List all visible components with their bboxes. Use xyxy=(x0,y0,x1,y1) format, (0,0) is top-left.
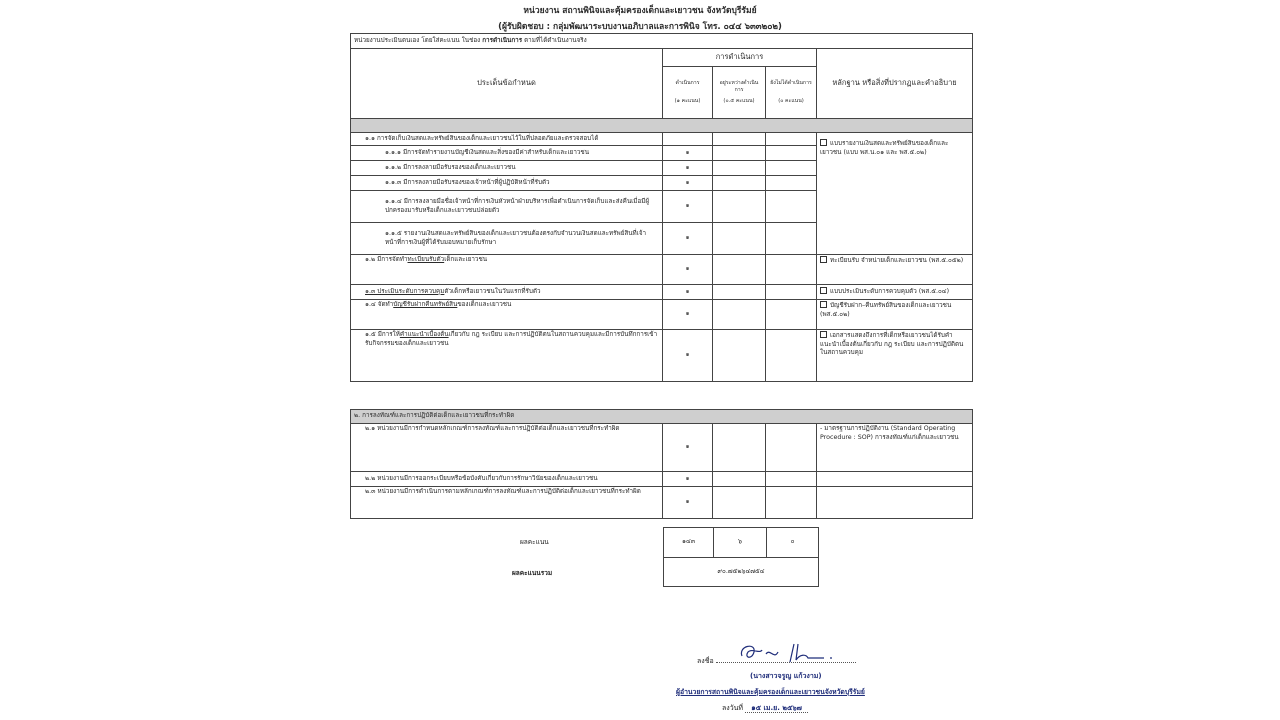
row-2-3: ๒.๓ หน่วยงานมีการดำเนินการตามหลักเกณฑ์การลงทัณฑ์และการปฏิบัติต่อเด็กและเยาวชนที่กระทำผิด xyxy=(351,487,663,519)
checkbox-icon xyxy=(820,301,827,308)
row-1-5: ๑.๕ มีการให้คำแนะนำเบื้องต้นเกี่ยวกับ กฎ ระเบียบ และการปฏิบัติตนในสถานควบคุมและมีการบันทึกการเข้ารับกิจกรรมของเด็กและเยาวชน xyxy=(351,330,663,382)
topic-header: ประเด็นข้อกำหนด xyxy=(351,49,663,119)
score-cell: ๑ xyxy=(663,330,713,382)
checkbox-icon xyxy=(820,139,827,146)
evidence-2-1: - มาตรฐานการปฏิบัติงาน (Standard Operating Procedure : SOP) การลงทัณฑ์แก่เด็กและเยาวชน xyxy=(817,424,973,472)
date-value: ๑๕ เม.ย. ๒๕๖๗ xyxy=(745,704,808,713)
section-2-title: ๒. การลงทัณฑ์และการปฏิบัติต่อเด็กและเยาวชนที่กระทำผิด xyxy=(351,410,973,424)
score-cell: ๑ xyxy=(663,191,713,223)
notdone-total: ๐ xyxy=(767,528,819,558)
checkbox-icon xyxy=(820,331,827,338)
row-1-3: ๑.๓ ประเมินระดับการควบคุมตัวเด็กหรือเยาวชนในวันแรกที่รับตัว xyxy=(351,285,663,300)
progress-total: ๖ xyxy=(714,528,767,558)
sign-line: ลงชื่อ xyxy=(697,656,856,667)
document-subtitle: (ผู้รับผิดชอบ : กลุ่มพัฒนาระบบงานอภิบาลและการพินิจ โทร. ๐๔๔ ๖๓๓๒๐๒) xyxy=(498,22,782,32)
row-2-1: ๒.๑ หน่วยงานมีการกำหนดหลักเกณฑ์การลงทัณฑ์และการปฏิบัติต่อเด็กและเยาวชนที่กระทำผิด xyxy=(351,424,663,472)
row-1-4: ๑.๔ จัดทำบัญชีรับฝากคืนทรัพย์สินของเด็กและเยาวชน xyxy=(351,300,663,330)
notdone-header: ยังไม่ได้ดำเนินการ (๐ คะแนน) xyxy=(766,67,817,119)
row-2-2: ๒.๒ หน่วยงานมีการออกระเบียบหรือข้อบังคับเกี่ยวกับการรักษาวินัยของเด็กและเยาวชน xyxy=(351,472,663,487)
signer-position: ผู้อำนวยการสถานพินิจและคุ้มครองเด็กและเยาวชนจังหวัดบุรีรัมย์ xyxy=(676,688,865,696)
checkbox-icon xyxy=(820,256,827,263)
sum-label: ผลคะแนนรวม xyxy=(512,569,553,577)
evidence-header: หลักฐาน หรือสิ่งที่ปรากฏและคำอธิบาย xyxy=(817,49,973,119)
score-cell: ๑ xyxy=(663,176,713,191)
row-1-1-1: ๑.๑.๑ มีการจัดทำรายงานบัญชีเงินสดและสิ่งของมีค่าสำหรับเด็กและเยาวชน xyxy=(351,146,663,161)
section-band xyxy=(351,119,973,133)
score-cell: ๑ xyxy=(663,223,713,255)
score-cell: ๑ xyxy=(663,487,713,519)
evidence-1-2: ทะเบียนรับ จำหน่ายเด็กและเยาวชน (พส.๕.๐๕๒) xyxy=(817,255,973,285)
score-label: ผลคะแนน xyxy=(520,538,549,546)
progress-header: อยู่ระหว่างดำเนินการ (๐.๕ คะแนน) xyxy=(713,67,766,119)
row-1-2: ๑.๒ มีการจัดทำทะเบียนรับตัวเด็กและเยาวชน xyxy=(351,255,663,285)
document-title: หน่วยงาน สถานพินิจและคุ้มครองเด็กและเยาวชน จังหวัดบุรีรัมย์ xyxy=(523,6,757,16)
score-cell: ๑ xyxy=(663,300,713,330)
evidence-1-1: แบบรายงานเงินสดและทรัพย์สินของเด็กและเยาวชน (แบบ พส.น.๐๑ และ พส.๕.๐๒) xyxy=(817,133,973,255)
score-cell: ๑ xyxy=(663,161,713,176)
sum-total: ๙๐.๗๕๒๖๔๗๕๔ xyxy=(664,558,819,587)
row-1-1: ๑.๑ การจัดเก็บเงินสดและทรัพย์สินของเด็กและเยาวชนไว้ในที่ปลอดภัยและตรวจสอบได้ xyxy=(351,133,663,146)
date-line: ลงวันที่ ๑๕ เม.ย. ๒๕๖๗ xyxy=(722,703,808,714)
score-cell: ๑ xyxy=(663,285,713,300)
instruction-row: หน่วยงานประเมินตนเอง โดยใส่คะแนน ในช่อง การดำเนินการ ตามที่ได้ดำเนินงานจริง xyxy=(351,34,973,49)
totals-table xyxy=(663,527,819,587)
done-total: ๑๔๓ xyxy=(664,528,714,558)
evidence-1-5: เอกสารแสดงถึงการที่เด็กหรือเยาวชนได้รับคำแนะนำเบื้องต้นเกี่ยวกับ กฎ ระเบียบ และการปฏิบัติตนในสถานควบคุม xyxy=(817,330,973,382)
score-cell: ๑ xyxy=(663,146,713,161)
score-cell: ๑ xyxy=(663,472,713,487)
assessment-table-1 xyxy=(350,33,973,382)
action-header: การดำเนินการ xyxy=(663,49,817,67)
checkbox-icon xyxy=(820,287,827,294)
assessment-table-2 xyxy=(350,409,973,519)
score-cell: ๑ xyxy=(663,424,713,472)
done-header: ดำเนินการ (๑ คะแนน) xyxy=(663,67,713,119)
score-cell: ๑ xyxy=(663,255,713,285)
signer-name: (นางสาวจรูญ แก้วงาม) xyxy=(750,672,822,680)
row-1-1-3: ๑.๑.๓ มีการลงลายมือรับรองของเจ้าหน้าที่ผู้ปฏิบัติหน้าที่รับตัว xyxy=(351,176,663,191)
evidence-1-4: บัญชีรับฝาก–คืนทรัพย์สินของเด็กและเยาวชน (พส.๕.๐๒) xyxy=(817,300,973,330)
row-1-1-4: ๑.๑.๔ มีการลงลายมือชื่อเจ้าหน้าที่การเงินหัวหน้าฝ่ายบริหารเพื่อดำเนินการจัดเก็บและส่งคืนเมื่อมีผู้ปกครองมารับหรือเด็กและเยาวชนปล่อยตัว xyxy=(351,191,663,223)
row-1-1-5: ๑.๑.๕ รายงานเงินสดและทรัพย์สินของเด็กและเยาวชนต้องตรงกับจำนวนเงินสดและทรัพย์สินที่เจ้าหน้าที่การเงินผู้ที่ได้รับมอบหมายเก็บรักษา xyxy=(351,223,663,255)
evidence-1-3: แบบประเมินระดับการควบคุมตัว (พส.๕.๐๔) xyxy=(817,285,973,300)
row-1-1-2: ๑.๑.๒ มีการลงลายมือรับรองของเด็กและเยาวชน xyxy=(351,161,663,176)
